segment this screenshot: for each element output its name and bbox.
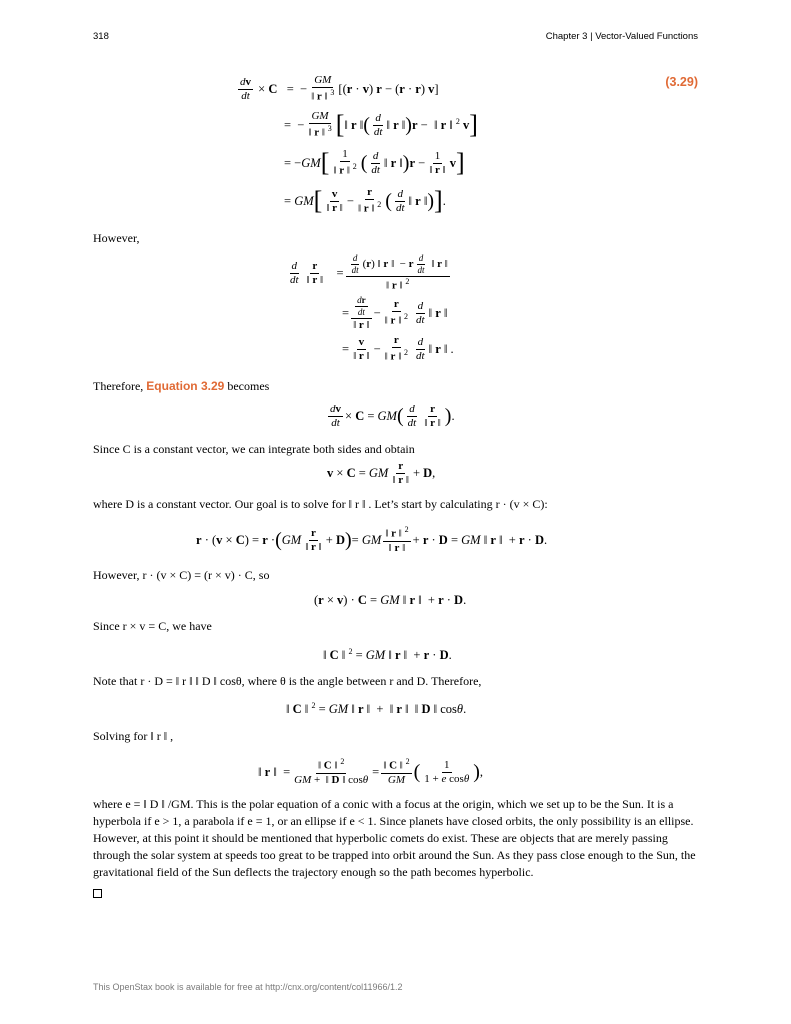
chapter-title: Chapter 3 | Vector-Valued Functions bbox=[545, 31, 698, 42]
equation-triple-product: (r × v) · C = GM ‖ r ‖ + r · D. bbox=[314, 592, 467, 607]
footer-note[interactable]: This OpenStax book is available for free at http://cnx.org/content/col11966/1.2 bbox=[93, 982, 403, 992]
text-therefore bbox=[93, 378, 698, 395]
equation-r-dot-vxc: r · (v × C) = r · ( GM $\frac{r}{‖ r ‖}$ + D ) = GM $\frac{‖ r ‖ ^2}{‖ r ‖}$ + r · D = GM ‖ r ‖ + r · D. bbox=[196, 525, 548, 554]
text-solving-for: Solving for ‖ r ‖ , bbox=[93, 729, 174, 743]
text-however-2: However, r · (v × C) = (r × v) · C, so bbox=[93, 568, 270, 582]
text-since-c: Since C is a constant vector, we can integrate both sides and obtain bbox=[93, 442, 415, 456]
text-note-that: Note that r · D = ‖ r ‖ ‖ D ‖ cosθ, where θ is the angle between r and D. Therefore, bbox=[93, 674, 482, 688]
text-where-d: where D is a constant vector. Our goal is to solve for ‖ r ‖ . Let’s start by calculating r · (v × C): bbox=[93, 497, 548, 511]
text-conclusion: where e = ‖ D ‖ /GM. This is the polar equation of a conic with a focus at the origin, which we set up to be the Sun. It is a hyperbola if e > 1, a parabola if e = 1, or an ellipse if e < 1. Since planets have closed orbits, the only possibility is an ellipse. However, at this point it should be mentioned that hyperbolic comets do exist. These are objects that are merely passing through the solar system at speeds too great to be trapped into orbit around the Sun. As they pass close enough to the Sun, the gravitational field of the Sun deflects the trajectory enough so the path becomes hyperbolic. bbox=[93, 797, 696, 879]
text-since-rv: Since r × v = C, we have bbox=[93, 619, 212, 633]
therefore-prefix: Therefore, bbox=[93, 379, 147, 393]
derivative-unit-vector-block: $\frac{d}{dt}$ $\frac{r}{‖ r ‖}$ = $\frac{d}{dt}$ (r) ‖ r ‖ − r $\frac{d}{dt}$ ‖ r ‖ ‖ r ‖ $^2$ = $\frac{\frac{dr}{dt}}{‖ r ‖}$ − $\frac{r}{‖ r ‖ ^2}$ $\frac{d}{dt}$ ‖ r ‖ = $\frac{v}{‖ r ‖}$ − $\frac{r}{‖ r ‖ ^2}$ $\frac{d}{dt}$ ‖ r ‖ . bbox=[290, 253, 454, 363]
equation-3-29-link[interactable]: Equation 3.29 bbox=[146, 379, 225, 393]
equation-becomes: $\frac{dv}{dt}$ × C = GM ( $\frac{d}{dt}$ $\frac{r}{‖ r ‖}$ ) . bbox=[330, 402, 455, 429]
text-however-1: However, bbox=[93, 231, 140, 245]
equation-3-29-block: $\frac{dv}{dt}$ × C = − $\frac{GM}{‖ r ‖ ^3}$ [(r · v) r − (r · r) v] = − $\frac{GM}{‖ r ‖ ^3}$ [ ‖ r ‖ ( $\frac{d}{dt}$ ‖ r ‖ ) r − ‖ r ‖ $^2$ v ] = −GM [ $\frac{1}{‖ r ‖ ^2}$ ( $\frac{d}{dt}$ ‖ r ‖ ) r − $\frac{1}{‖ r ‖}$ v ] = GM [ $\frac{v}{‖ r ‖}$ − $\frac{r}{‖ r ‖ ^2}$ ( $\frac{d}{dt}$ ‖ r ‖ ) ] . bbox=[240, 74, 478, 216]
end-of-proof-icon bbox=[93, 889, 102, 898]
equation-integrated: v × C = GM $\frac{r}{‖ r ‖}$ + D, bbox=[327, 459, 436, 486]
therefore-suffix: becomes bbox=[224, 379, 270, 393]
equation-polar-conic: ‖ r ‖ = $\frac{‖ C ‖ ^2}{GM + ‖ D ‖ \cos\theta}$ = $\frac{‖ C ‖ ^2}{GM}$ ( $\frac{1}{\text{1 + e cosθ}}$ ) , bbox=[258, 757, 484, 786]
equation-number: (3.29) bbox=[665, 75, 698, 89]
equation-cos-theta: ‖ C ‖ $^2$ = GM ‖ r ‖ + ‖ r ‖ ‖ D ‖ cosθ. bbox=[286, 701, 467, 717]
page-number: 318 bbox=[93, 31, 109, 42]
equation-c-squared: ‖ C ‖ $^2$ = GM ‖ r ‖ + r · D. bbox=[323, 647, 452, 663]
